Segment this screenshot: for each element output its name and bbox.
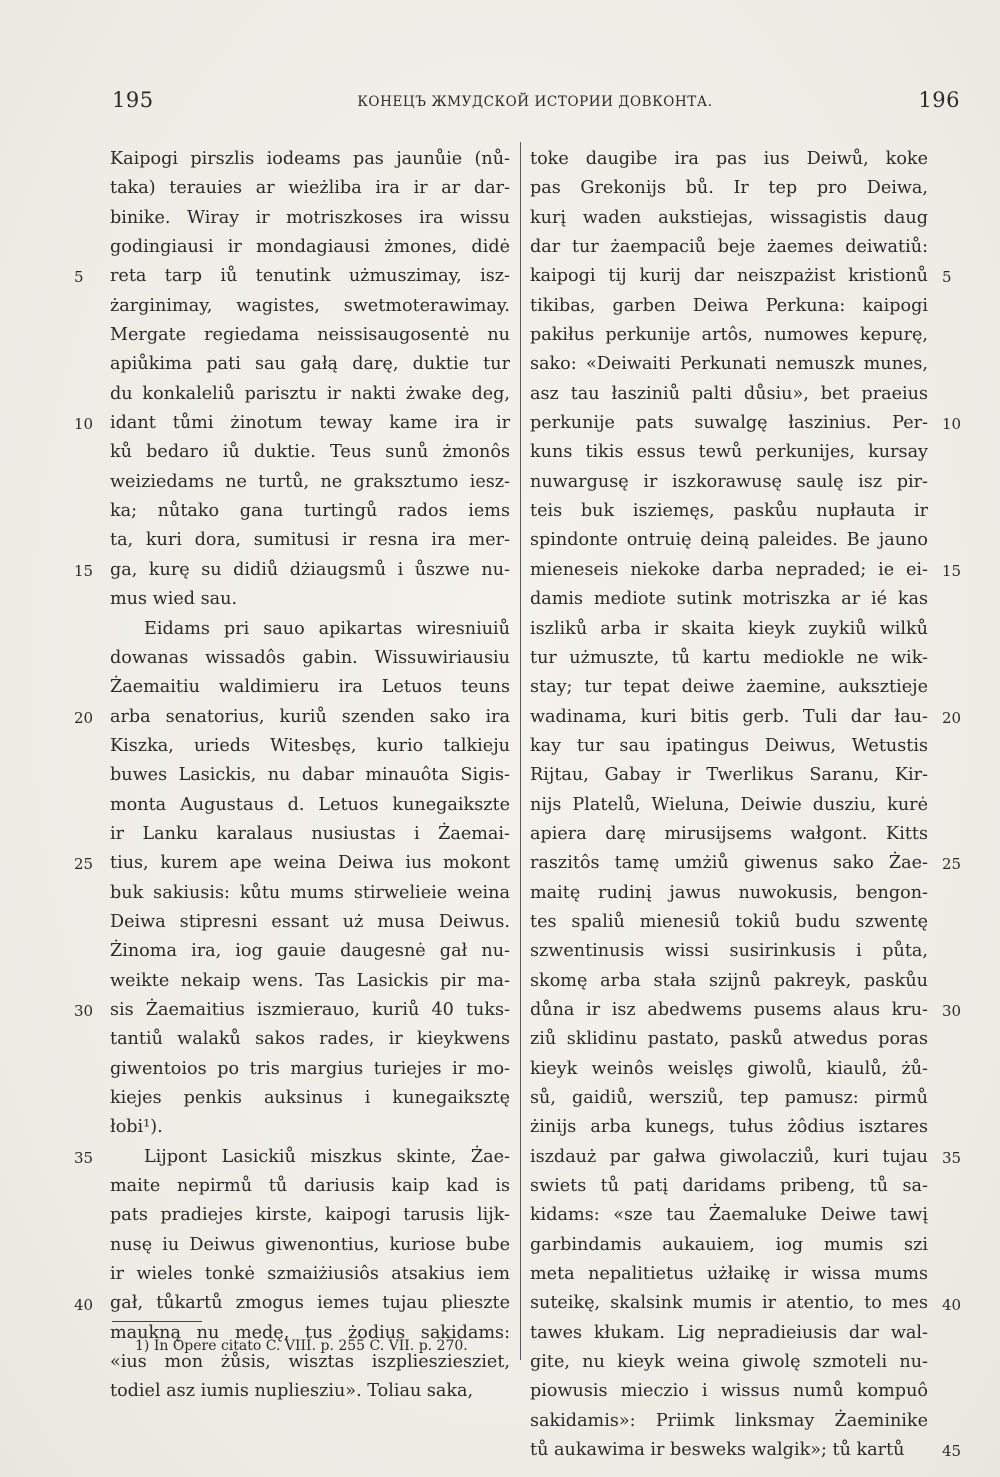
text-line: důna ir isz abedwems pusems alaus kru- [530,999,928,1020]
line-number-right: 20 [942,708,962,727]
text-line: Mergate regiedama neissisaugosentė nu [110,325,510,346]
text-line: giwentoios po tris margius turiejes ir mo- [110,1058,510,1079]
line-number-left: 10 [74,415,94,434]
text-line: kieyk weinôs weislęs giwolů, kiaulů, żů- [530,1058,928,1079]
line-number-right: 30 [942,1002,962,1021]
text-line: tikibas, garben Deiwa Perkuna: kaipogi [530,295,928,316]
line-number-left: 5 [74,268,84,287]
text-line: apiera darę mirusijsems wałgont. Kitts [530,823,928,844]
page-number-right: 196 [918,88,960,112]
text-line: spindonte ontruię deiną paleides. Be jauno [530,530,928,551]
line-number-right: 40 [942,1295,962,1314]
text-line: asz tau łasziniů palti důsiu», bet praeius [530,383,928,404]
text-line: nuwargusę ir iszkorawusę saulę isz pir- [530,471,928,492]
text-line: szwentinusis wissi susirinkusis i půta, [530,941,928,962]
text-line: buk sakiusis: kůtu mums stirwelieie weina [110,882,510,903]
line-number-left: 15 [74,561,94,580]
text-line: wadinama, kuri bitis gerb. Tuli dar łau- [530,706,928,727]
text-line: żarginimay, wagistes, swetmoterawimay. [110,295,510,316]
text-line: idant tůmi żinotum teway kame ira ir [110,413,510,434]
text-line: tů aukawima ir besweks walgik»; tů kartů [530,1440,905,1461]
text-line: stay; tur tepat deiwe żaemine, auksztieje [530,677,928,698]
footnote-rule [112,1321,202,1322]
line-number-right: 25 [942,855,962,874]
line-number-left: 35 [74,1148,94,1167]
text-line: raszitôs tamę umżiů giwenus sako Żae- [530,853,928,874]
text-line: perkunije pats suwalgę łaszinius. Per- [530,413,928,434]
text-line: maite nepirmů tů dariusis kaip kad is [110,1176,510,1197]
text-line: swiets tů patį daridams pribeng, tů sa- [530,1176,928,1197]
text-line: Eidams pri sauo apikartas wiresniuiů [144,618,510,639]
text-line: piowusis mieczio i wissus numů kompuô [530,1381,928,1402]
text-line: gite, nu kieyk weina giwolę szmoteli nu- [530,1352,928,1373]
text-line: kuns tikis essus tewů perkunijes, kursay [530,442,928,463]
text-line: gał, tůkartů zmogus iemes tujau plieszte [110,1293,510,1314]
text-line: tur użmuszte, tů kartu mediokle ne wik- [530,647,928,668]
text-line: nijs Platelů, Wieluna, Deiwie dusziu, kurė [530,794,928,815]
running-title: КОНЕЦЪ ЖМУДСКОЙ ИСТОРИИ ДОВКОНТА. [357,94,713,110]
text-line: sako: «Deiwaiti Perkunati nemuszk munes, [530,354,928,375]
text-line: Rijtau, Gabay ir Twerlikus Saranu, Kir- [530,765,928,786]
right-column-text [530,145,928,1465]
text-line: tius, kurem ape weina Deiwa ius mokont [110,853,510,874]
text-line: nusę iu Deiwus giwenontius, kuriose bube [110,1234,510,1255]
text-line: pakiłus perkunije artôs, numowes kepurę, [530,325,928,346]
text-line: kay tur sau ipatingus Deiwus, Wetustis [530,735,928,756]
text-line: żinijs arba kunegs, tułus żôdius isztares [530,1117,928,1138]
text-line: teis buk isziemęs, paskůu nupłauta ir [530,501,928,522]
text-line: tes spaliů mienesiů tokiů budu szwentę [530,911,928,932]
text-line: monta Augustaus d. Letuos kunegaikszte [110,794,510,815]
text-line: kiejes penkis auksinus i kunegaiksztę [110,1088,510,1108]
line-number-left: 30 [74,1002,94,1021]
text-line: arba senatorius, kuriů szenden sako ira [110,706,510,727]
text-line: Kiszka, urieds Witesbęs, kurio talkieju [110,735,510,756]
text-line: kurį waden aukstiejas, wissagistis daug [530,207,928,228]
line-number-right: 15 [942,561,962,580]
text-line: binike. Wiray ir motriszkoses ira wissu [110,207,510,228]
left-column-text [110,145,510,1407]
text-line: reta tarp iů tenutink użmuszimay, isz- [110,266,510,287]
text-line: weiziedams ne turtů, ne graksztumo iesz- [110,471,510,492]
text-line: ga, kurę su didiů dżiaugsmů i ůszwe nu- [110,559,510,580]
text-line: pats pradiejes kirste, kaipogi tarusis lijk- [110,1205,510,1226]
text-line: taka) terauies ar wieżliba ira ir ar dar- [110,178,510,199]
text-line: ta, kuri dora, sumitusi ir resna ira mer- [110,530,510,551]
text-line: sis Żaemaitius iszmierauo, kuriů 40 tuks- [110,999,510,1020]
text-line: todiel asz iumis nupliesziu». Toliau saka, [110,1381,474,1402]
text-line: sů, gaidiů, wersziů, tep pamusz: pirmů [530,1088,928,1108]
text-line: ziů sklidinu pastato, pasků atwedus poras [530,1029,928,1050]
text-line: toke daugibe ira pas ius Deiwů, koke [530,149,928,169]
line-number-right: 10 [942,415,962,434]
text-line: pas Grekonijs bů. Ir tep pro Deiwa, [530,178,928,199]
text-line: ků bedaro iů duktie. Teus sunů żmonôs [110,442,510,463]
text-line: du konkaleliů parisztu ir nakti żwake deg, [110,383,510,404]
text-line: godingiausi ir mondagiausi żmones, didė [110,237,510,258]
text-line: sakidamis»: Priimk linksmay Żaeminike [530,1410,928,1431]
text-line: garbindamis aukauiem, iog mumis szi [530,1234,928,1255]
text-line: damis mediote sutink motriszka ar ié kas [530,589,928,610]
text-line: buwes Lasickis, nu dabar minauôta Sigis- [110,765,510,786]
text-line: Kaipogi pirszlis iodeams pas jaunůie (nů- [110,149,510,169]
text-line: kaipogi tij kurij dar neiszpażist kristionů [530,266,928,287]
footnote: 1) In Opere citato C. VIII. p. 255 C. VII. p. 270. [135,1338,468,1354]
text-line: apiůkima pati sau gałą darę, duktie tur [110,354,510,375]
text-line: Deiwa stipresni essant uż musa Deiwus. [110,911,510,932]
text-line: «ius mon żůsis, wisztas iszpliesziesziet, [110,1352,510,1373]
text-line: dowanas wissadôs gabin. Wissuwiriausiu [110,647,510,668]
text-line: ir wieles tonkė szmaiżiusiôs atsakius iem [110,1264,510,1285]
page-header [110,88,960,124]
column-divider [520,142,521,1360]
text-line: tawes kłukam. Lig nepradieiusis dar wal- [530,1322,928,1343]
text-line: Żaemaitiu waldimieru ira Letuos teuns [110,677,510,698]
text-line: suteikę, skalsink mumis ir atentio, to mes [530,1293,928,1314]
text-line: mieneseis niekoke darba nepraded; ie ei- [530,559,928,580]
text-line: ka; nůtako gana turtingů rados iems [110,501,510,522]
page-number-left: 195 [112,88,154,112]
text-line: tantiů walaků sakos rades, ir kieykwens [110,1029,510,1050]
text-line: łobi¹). [110,1117,163,1138]
line-number-right: 5 [942,268,952,287]
text-line: Lijpont Lasickiů miszkus skinte, Żae- [144,1146,510,1167]
text-line: kidams: «sze tau Żaemaluke Deiwe tawį [530,1205,928,1226]
text-line: dar tur żaempaciů beje żaemes deiwatiů: [530,237,928,258]
text-line: Żinoma ira, iog gauie daugesnė gał nu- [110,941,510,962]
text-line: mus wied sau. [110,589,238,610]
text-line: skomę arba stała szijnů pakreyk, paskůu [530,970,928,991]
text-line: weikte nekaip wens. Tas Lasickis pir ma- [110,970,510,991]
line-number-left: 25 [74,855,94,874]
text-line: maukną nu medę, tus żodius sakidams: [110,1322,510,1343]
text-line: ir Lanku karalaus nusiustas i Żaemai- [110,823,510,844]
text-line: maitę rudinį jawus nuwokusis, bengon- [530,882,928,903]
line-number-left: 20 [74,708,94,727]
text-line: iszdauż par gałwa giwolacziů, kuri tujau [530,1146,928,1167]
text-line: iszliků arba ir skaita kieyk zuykiů wilků [530,618,928,639]
text-line: meta nepalitietus użłaikę ir wissa mums [530,1264,928,1285]
line-number-right: 35 [942,1148,962,1167]
line-number-left: 40 [74,1295,94,1314]
line-number-right: 45 [942,1442,962,1461]
